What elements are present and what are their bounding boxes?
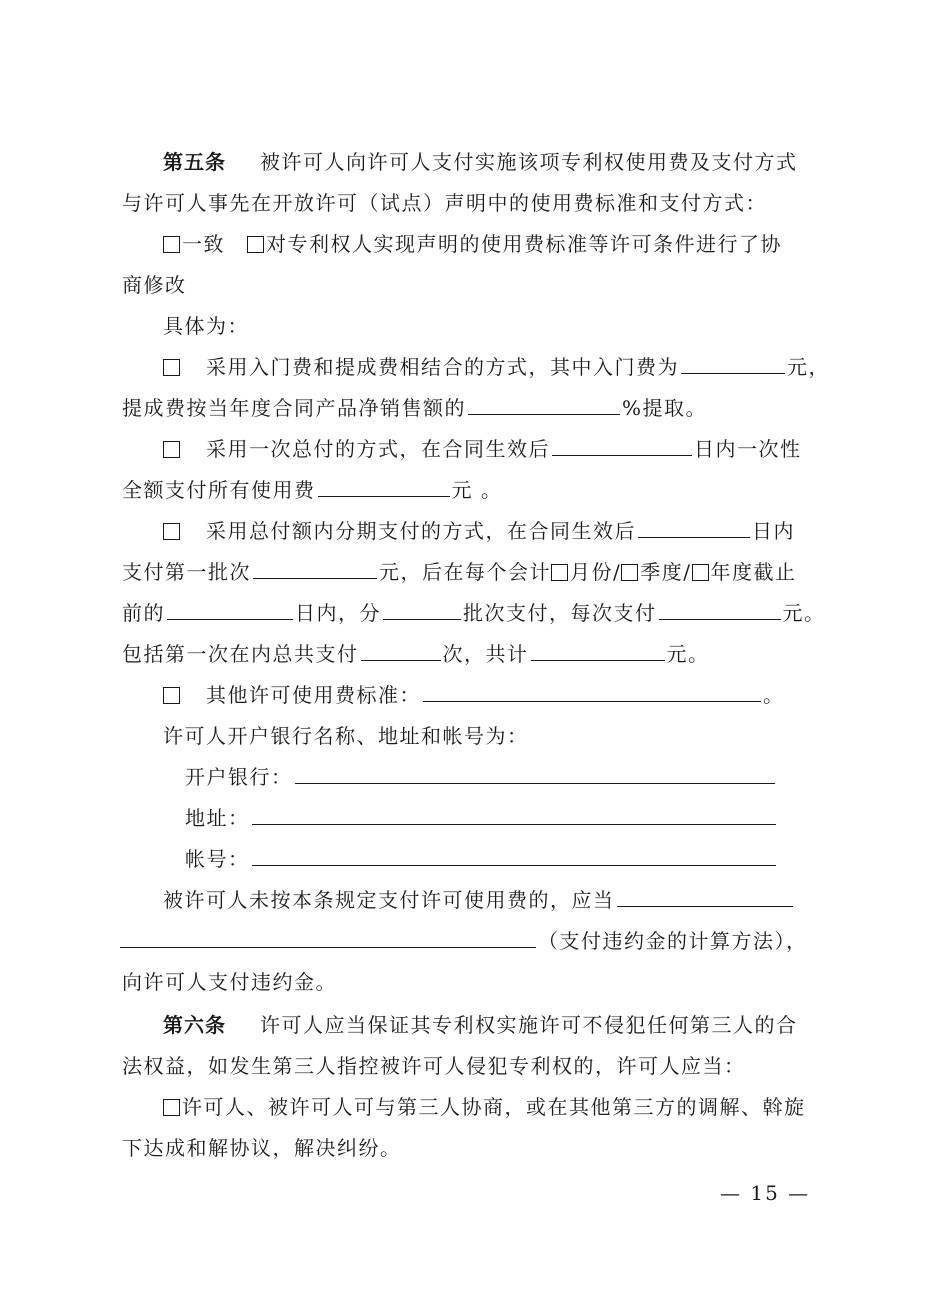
yuan-period-label: 元。 <box>782 601 826 625</box>
article6-option-line <box>163 1092 806 1122</box>
account-label: 帐号： <box>185 847 250 871</box>
other-fee-text: 其他许可使用费标准： <box>206 683 421 707</box>
installment-line-3 <box>122 598 826 628</box>
combined-fee-text: 采用入门费和提成费相结合的方式，其中入门费为 <box>206 355 679 379</box>
penalty-line-1 <box>163 885 795 915</box>
lump-sum-suffix: 元 。 <box>451 478 503 502</box>
installment-text-6: 日内，分 <box>295 601 381 625</box>
batch-count-field[interactable] <box>383 598 461 620</box>
year-checkbox[interactable] <box>692 564 709 581</box>
installment-line-4 <box>122 639 710 669</box>
other-fee-line <box>163 680 785 710</box>
month-checkbox[interactable] <box>551 564 568 581</box>
article5-line-2 <box>122 188 767 218</box>
account-field[interactable] <box>252 844 776 866</box>
royalty-suffix: %提取。 <box>622 396 708 420</box>
combined-fee-line-2 <box>122 393 707 423</box>
specifically-label: 具体为： <box>163 314 249 338</box>
consistent-label: 一致 <box>182 232 225 256</box>
specifically-line <box>163 311 249 341</box>
total-count-field[interactable] <box>361 639 441 661</box>
penalty-line-2 <box>120 926 808 956</box>
consistency-options <box>163 229 782 259</box>
address-label: 地址： <box>185 806 250 830</box>
penalty-text-3: 向许可人支付违约金。 <box>122 970 337 994</box>
lump-sum-line-1 <box>163 434 802 464</box>
article6-text-1: 许可人应当保证其专利权实施许可不侵犯任何第三人的合 <box>260 1013 798 1037</box>
bank-line <box>185 762 777 792</box>
address-field[interactable] <box>252 803 776 825</box>
lump-sum-checkbox[interactable] <box>163 441 180 458</box>
negotiated-continuation <box>122 270 187 300</box>
article5-text-1: 被许可人向许可人支付实施该项专利权使用费及支付方式 <box>260 150 798 174</box>
period-days-field[interactable] <box>167 598 293 620</box>
lump-sum-text-2: 日内一次性 <box>694 437 802 461</box>
other-fee-field[interactable] <box>423 680 761 702</box>
lump-amount-field[interactable] <box>318 475 450 497</box>
first-batch-field[interactable] <box>253 557 377 579</box>
article6-text-2: 法权益，如发生第三人指控被许可人侵犯专利权的，许可人应当： <box>122 1054 746 1078</box>
royalty-text: 提成费按当年度合同产品净销售额的 <box>122 396 466 420</box>
lump-sum-text: 采用一次总付的方式，在合同生效后 <box>206 437 550 461</box>
combined-fee-checkbox[interactable] <box>163 359 180 376</box>
installment-line-1 <box>163 516 795 546</box>
settlement-checkbox[interactable] <box>163 1099 180 1116</box>
article5-heading: 第五条 <box>163 150 226 174</box>
quarter-checkbox[interactable] <box>621 564 638 581</box>
installment-text-5: 前的 <box>122 601 165 625</box>
article6-line-2 <box>122 1051 746 1081</box>
installment-text-3: 支付第一批次 <box>122 560 251 584</box>
yuan-label: 元， <box>787 355 830 379</box>
bank-intro-text: 许可人开户银行名称、地址和帐号为： <box>163 724 529 748</box>
month-label: 月份/ <box>570 560 622 584</box>
installment-text-9: 次，共计 <box>442 642 529 666</box>
royalty-rate-field[interactable] <box>468 393 620 415</box>
bank-label: 开户银行： <box>185 765 293 789</box>
negotiated-label-cont: 商修改 <box>122 273 187 297</box>
article6-heading: 第六条 <box>163 1013 226 1037</box>
installment-text-2: 日内 <box>752 519 795 543</box>
account-line <box>185 844 778 874</box>
quarter-label: 季度/ <box>640 560 692 584</box>
page-number: — 15 — <box>720 1181 811 1205</box>
article5-line-1 <box>163 147 798 177</box>
penalty-method-text: （支付违约金的计算方法）， <box>538 929 808 953</box>
negotiated-checkbox[interactable] <box>247 236 264 253</box>
lump-sum-line-2 <box>122 475 502 505</box>
total-amount-field[interactable] <box>531 639 665 661</box>
address-line <box>185 803 778 833</box>
bank-intro-line <box>163 721 529 751</box>
consistent-checkbox[interactable] <box>163 236 180 253</box>
other-fee-checkbox[interactable] <box>163 687 180 704</box>
penalty-field-2[interactable] <box>120 926 536 948</box>
installment-line-2 <box>122 557 797 587</box>
settlement-text-cont: 下达成和解协议，解决纠纷。 <box>122 1136 402 1160</box>
installment-days-field[interactable] <box>638 516 750 538</box>
negotiated-label: 对专利权人实现声明的使用费标准等许可条件进行了协 <box>266 232 782 256</box>
settlement-text: 许可人、被许可人可与第三人协商，或在其他第三方的调解、斡旋 <box>182 1095 806 1119</box>
penalty-text: 被许可人未按本条规定支付许可使用费的，应当 <box>163 888 615 912</box>
lump-days-field[interactable] <box>552 434 692 456</box>
yuan-period-label-2: 元。 <box>666 642 710 666</box>
lump-sum-text-3: 全额支付所有使用费 <box>122 478 316 502</box>
penalty-field-1[interactable] <box>617 885 793 907</box>
installment-checkbox[interactable] <box>163 523 180 540</box>
installment-text-7: 批次支付，每次支付 <box>463 601 657 625</box>
article5-text-2: 与许可人事先在开放许可（试点）声明中的使用费标准和支付方式： <box>122 191 767 215</box>
installment-text-8: 包括第一次在内总共支付 <box>122 642 359 666</box>
combined-fee-line-1 <box>163 352 830 382</box>
installment-text-4: 元，后在每个会计 <box>379 560 551 584</box>
each-payment-field[interactable] <box>659 598 781 620</box>
bank-field[interactable] <box>295 762 775 784</box>
entry-fee-field[interactable] <box>681 352 785 374</box>
installment-text: 采用总付额内分期支付的方式，在合同生效后 <box>206 519 636 543</box>
other-fee-period: 。 <box>763 683 785 707</box>
article6-line-1 <box>163 1010 798 1040</box>
year-label: 年度截止 <box>710 560 797 584</box>
article6-option-cont <box>122 1133 402 1163</box>
penalty-line-3 <box>122 967 337 997</box>
